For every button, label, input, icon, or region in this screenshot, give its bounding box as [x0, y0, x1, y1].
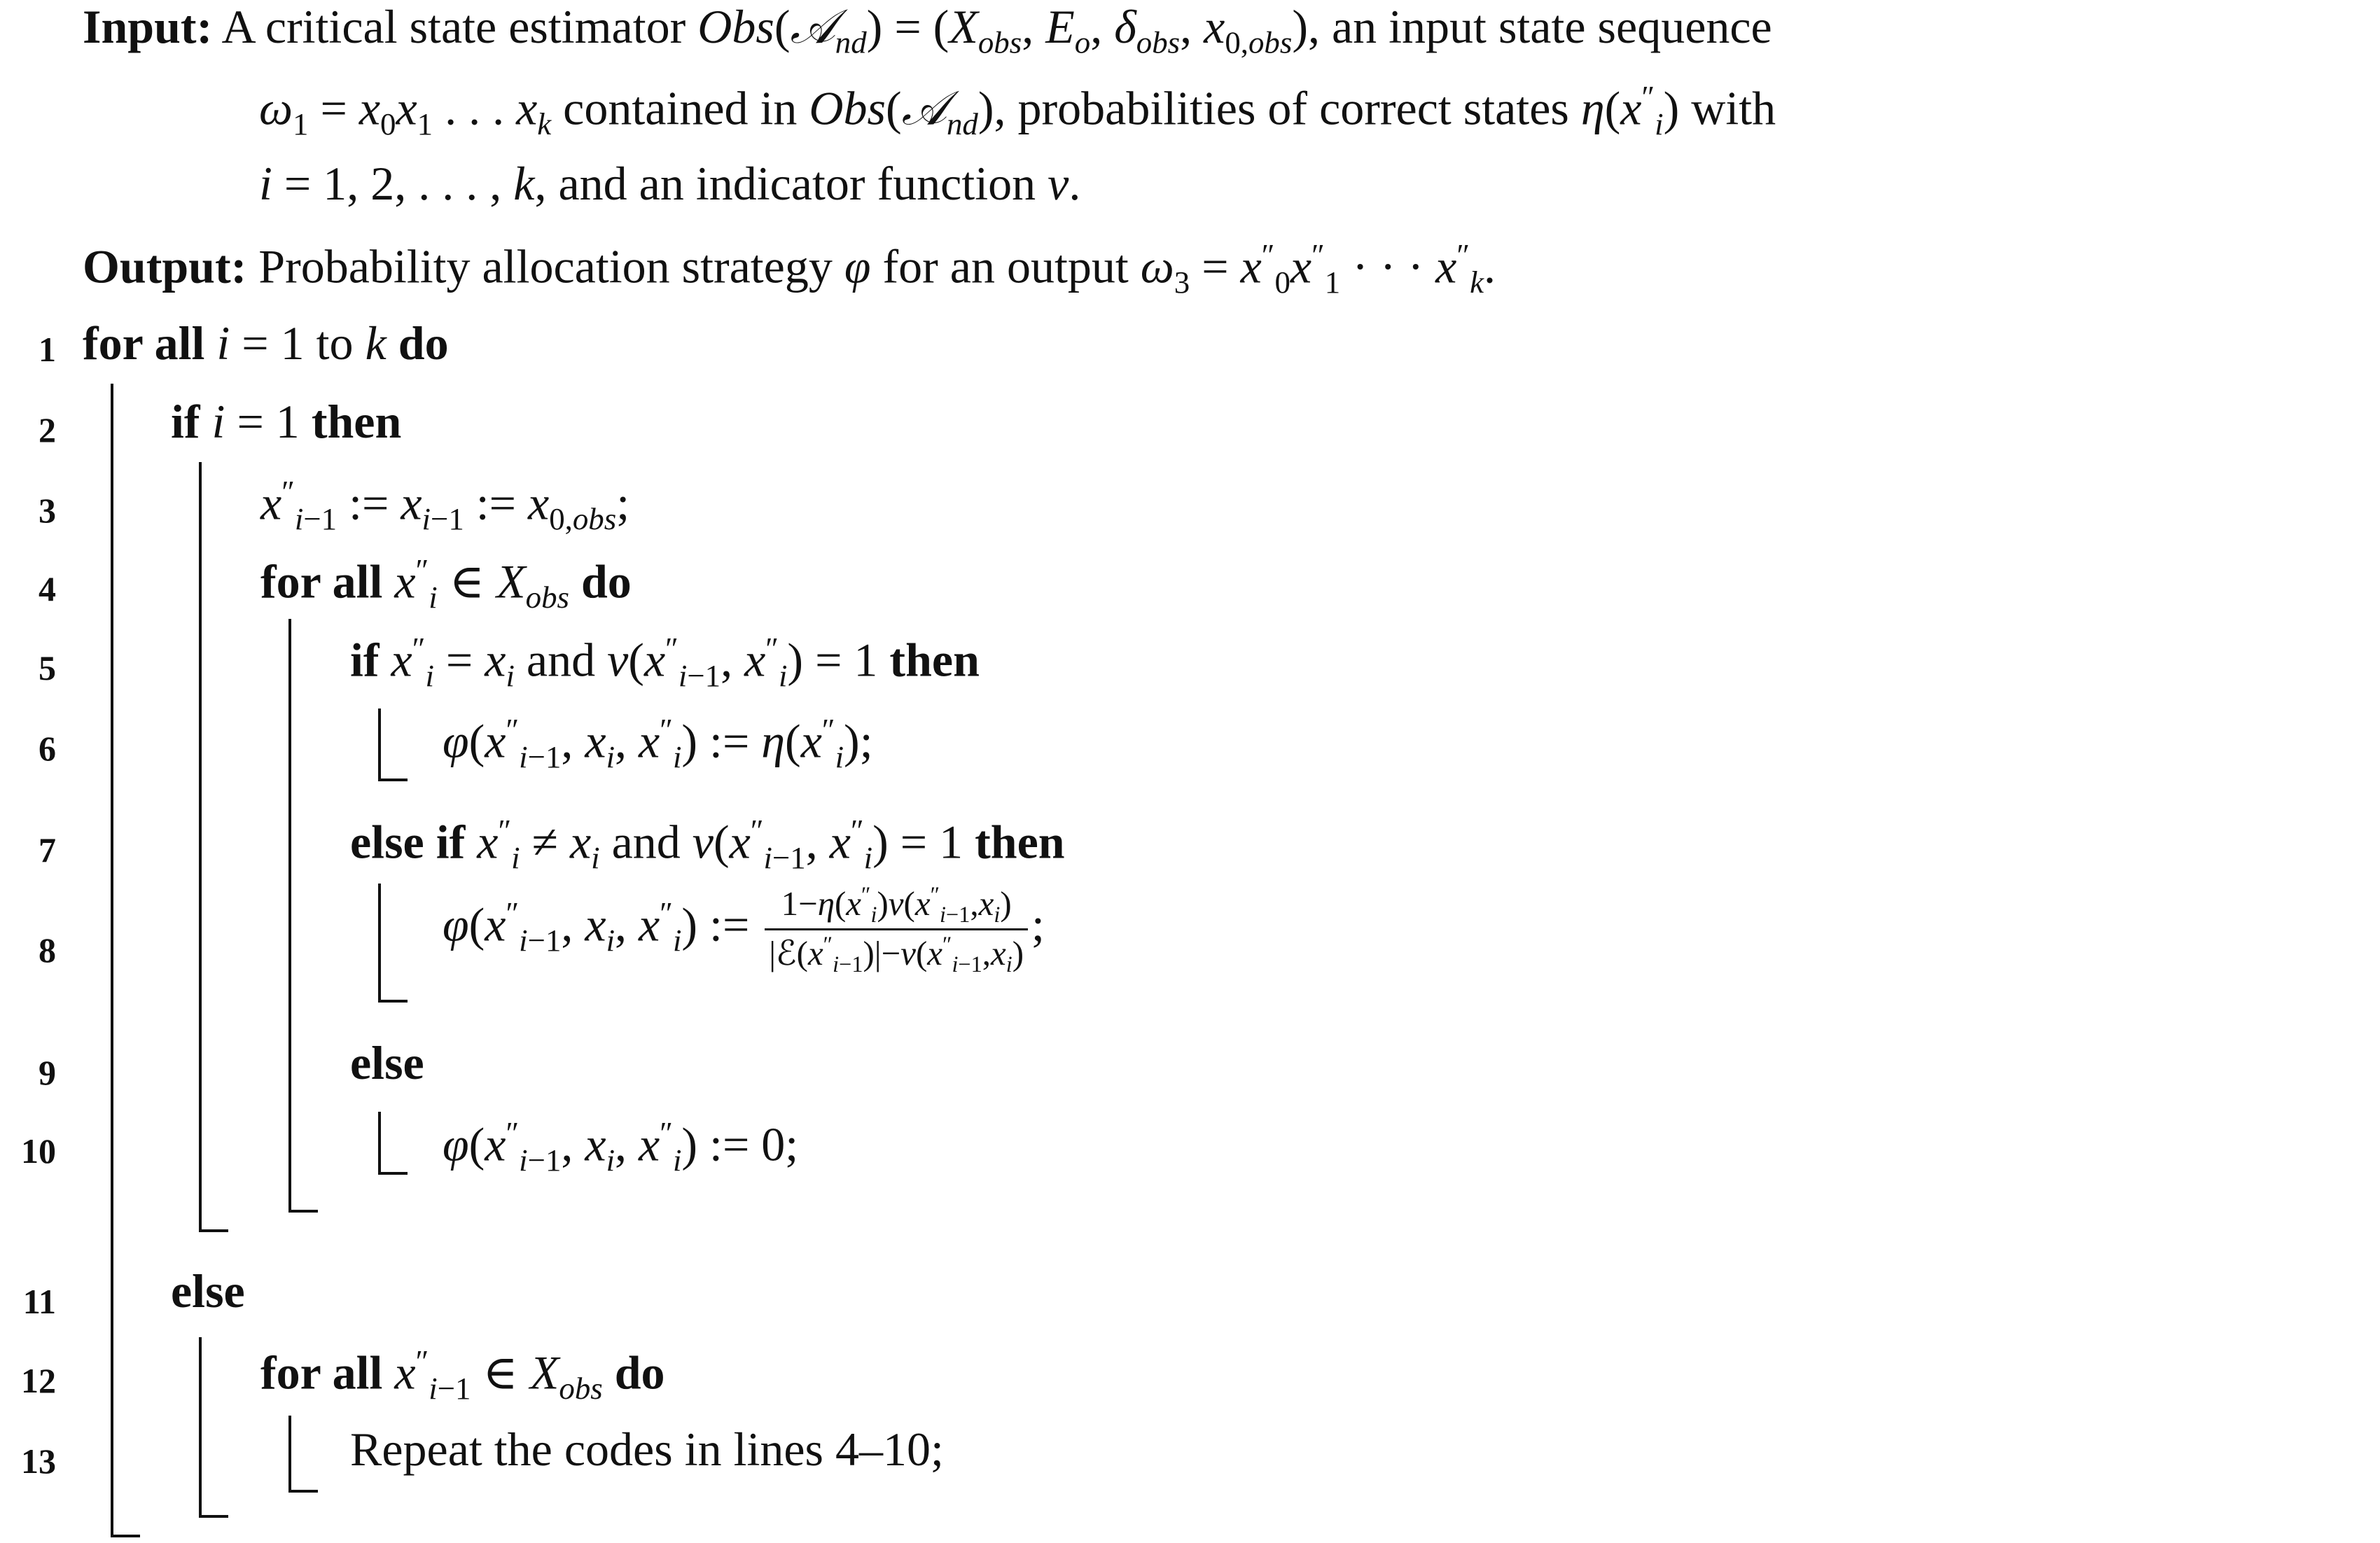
fraction: $\frac{1-\eta(x''_i)\nu(x''_{i-1},x_i)}{|ℰ(x''_{i-1})|-\nu(x''_{i-1},x_i)}$: [765, 884, 1028, 976]
line-number: 3: [39, 491, 56, 530]
block-line: [199, 1229, 228, 1232]
algo-line-3: $x''_{i-1}$ := $x_{i-1}$ := $x_{0,obs}$;: [260, 474, 630, 537]
output-line: Output: Probability allocation strategy φ for an output $\omega_3 = x''_0x''_1$ · · · $x''_k$.: [83, 237, 1496, 300]
block-line: [378, 779, 408, 781]
algo-line-5: if $x''_i = x_i$ and $\nu(x''_{i-1}$, $x''_i) = 1$ then: [350, 631, 980, 694]
algo-line-9: else: [350, 1036, 424, 1089]
line-number: 4: [39, 569, 56, 608]
line-number: 13: [21, 1441, 56, 1481]
algo-line-2: if i = 1 then: [171, 395, 402, 448]
block-line: [378, 1172, 408, 1175]
block-line: [378, 884, 381, 1003]
block-line: [378, 1000, 408, 1003]
line-number: 5: [39, 648, 56, 687]
input-line-3: i = 1, 2, . . . , k, and an indicator function ν.: [259, 157, 1081, 210]
block-line: [199, 462, 202, 1232]
input-line-2: $\omega_1 = x_0x_1$ . . . $x_k$ contained in Obs(𝒜$_{nd}$), probabilities of correct states $\eta(x''_i)$ with: [259, 79, 1776, 142]
line-number: 11: [22, 1282, 56, 1321]
block-line: [378, 708, 381, 781]
line-number: 7: [39, 830, 56, 870]
algo-line-8: $\varphi(x''_{i-1}$, $x_i$, $x''_i$) := $\frac{1-\eta(x''_i)\nu(x''_{i-1},x_i)}{|ℰ(x''_{i-1})|-\nu(x''_{i-1},x_i)}$ ;: [443, 882, 1045, 977]
block-line: [111, 1535, 140, 1537]
block-line: [199, 1515, 228, 1518]
input-label: Input:: [83, 0, 213, 53]
algo-line-12: for all $x''_{i-1}$ ∈ $X_{obs}$ do: [260, 1343, 665, 1406]
output-label: Output:: [83, 239, 247, 293]
block-line: [288, 619, 291, 1213]
algo-line-7: else if $x''_i \ne x_i$ and $\nu(x''_{i-1}$, $x''_i) = 1$ then: [350, 813, 1065, 876]
algo-line-13: Repeat the codes in lines 4–10;: [350, 1423, 944, 1476]
algo-line-4: for all $x''_i$ ∈ $X_{obs}$ do: [260, 552, 632, 615]
block-line: [111, 384, 113, 1537]
algo-line-1: for all i = 1 to k do: [83, 316, 449, 370]
line-number: 1: [39, 330, 56, 369]
line-number: 2: [39, 410, 56, 449]
block-line: [199, 1337, 202, 1518]
input-line-1: Input: A critical state estimator Obs(𝒜$_{nd}$) = ($X_{obs}$, $E_o$, $\delta_{obs}$, $x_{0,obs}$), an input state sequence: [83, 0, 1772, 60]
block-line: [378, 1112, 381, 1175]
line-number: 9: [39, 1053, 56, 1092]
block-line: [288, 1210, 318, 1213]
line-number: 10: [21, 1131, 56, 1171]
line-number: 12: [21, 1361, 56, 1400]
block-line: [288, 1490, 318, 1493]
algo-line-6: $\varphi(x''_{i-1}$, $x_i$, $x''_i$) := $\eta(x''_i)$;: [443, 712, 873, 775]
line-number: 6: [39, 729, 56, 768]
algo-line-11: else: [171, 1264, 245, 1318]
line-number: 8: [39, 930, 56, 970]
algo-line-10: $\varphi(x''_{i-1}$, $x_i$, $x''_i$) := 0;: [443, 1115, 799, 1178]
block-line: [288, 1416, 291, 1493]
